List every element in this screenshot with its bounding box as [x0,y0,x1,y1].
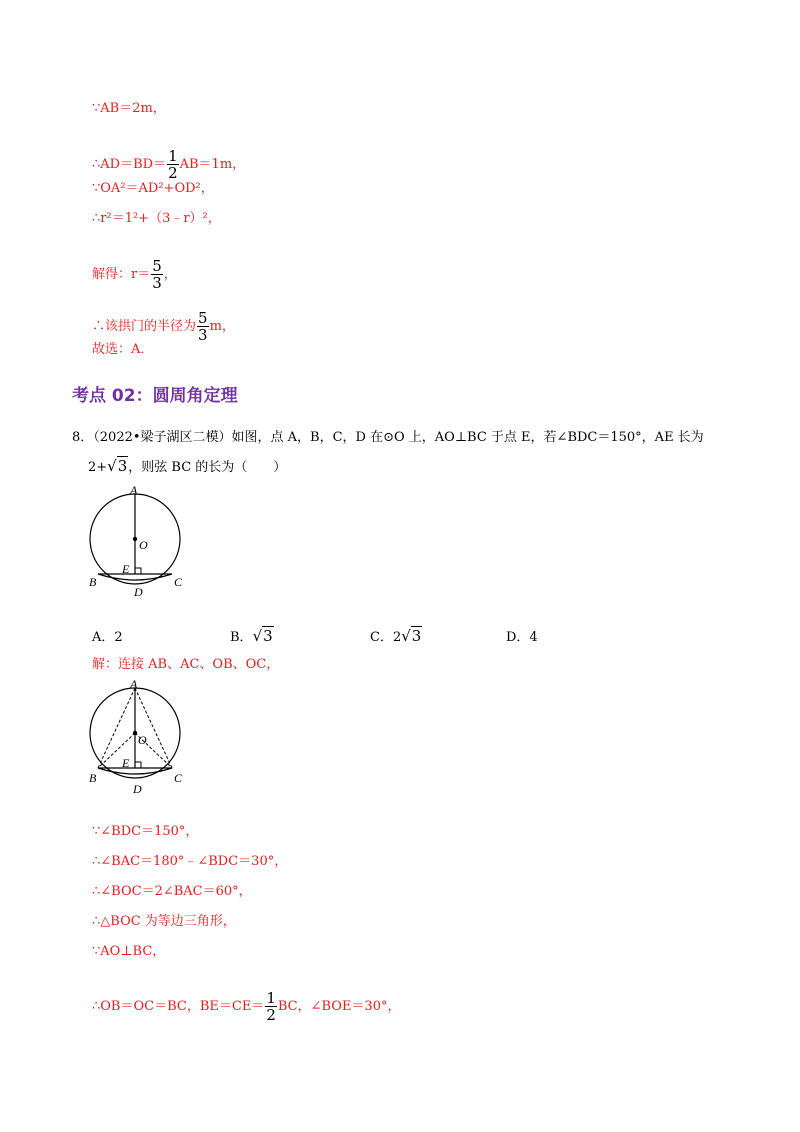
right-angle-mark [135,568,141,574]
fraction-numerator: 1 [266,989,276,1007]
label-d: D [133,782,142,796]
fraction-denominator: 2 [168,164,178,182]
fraction-denominator: 2 [266,1006,276,1024]
label-c: C [174,575,183,589]
fraction-numerator: 1 [168,147,178,165]
option-a: A．2 [92,630,123,645]
circle-figure-solution [86,676,196,798]
label-d: D [134,585,143,599]
label-e: E [122,756,130,770]
solution-line-5 [92,258,177,291]
label-e: E [122,562,130,576]
center-point [133,731,137,735]
label-a: A [130,677,138,691]
solution-text: ， [163,267,177,282]
question-line-2 [88,456,286,475]
label-c: C [174,771,183,785]
center-point [133,537,137,541]
fraction-denominator: 3 [198,326,208,344]
solution-text: m， [209,319,235,334]
solution-text: ∴该拱门的半径为 [92,319,197,334]
question-text: ，则弦 BC 的长为（ ） [128,460,287,475]
solution-text: AB＝1m， [179,157,246,172]
label-b: B [89,575,97,589]
solution-line-3: ∵OA²＝AD²+OD²， [92,181,214,196]
sqrt: √3 [252,627,273,645]
fraction [265,990,277,1023]
label-o: O [139,538,148,552]
sqrt-radicand: 3 [411,627,422,645]
fraction-numerator: 5 [198,309,208,327]
option-label: B． [230,630,253,645]
solution-step-2: ∴∠BAC＝180°﹣∠BDC＝30°， [92,854,288,869]
option-b [230,626,274,645]
solution-text: BC，∠BOE＝30°， [277,999,401,1014]
question-text: 2+ [88,460,108,475]
option-c [370,626,422,645]
solution-line-4: ∴r²＝1²+（3﹣r）²， [92,211,221,226]
solution-line-7: 故选：A． [92,342,154,357]
label-a: A [130,483,138,497]
fraction-numerator: 5 [152,257,162,275]
solution-text: ∴AD＝BD＝ [92,157,167,172]
solution-intro: 解：连接 AB、AC、OB、OC， [92,657,280,672]
solution-text: 解得：r＝ [92,267,151,282]
solution-text: ∴OB＝OC＝BC，BE＝CE＝ [92,999,265,1014]
solution-step-4: ∴△BOC 为等边三角形， [92,914,236,929]
sqrt: √3 [401,627,422,645]
solution-step-6 [92,990,400,1023]
solution-step-5: ∵AO⊥BC， [92,944,166,959]
solution-step-3: ∴∠BOC＝2∠BAC＝60°， [92,884,252,899]
segment-ob [98,733,135,768]
question-line-1: 8．（2022•梁子湖区二模）如图，点 A，B，C，D 在⊙O 上，AO⊥BC 于点 E，若∠BDC＝150°，AE 长为 [72,430,704,445]
label-b: B [89,771,97,785]
option-d: D．4 [506,630,538,645]
fraction [151,258,163,291]
section-heading: 考点 02：圆周角定理 [72,386,238,406]
sqrt-radicand: 3 [117,457,128,475]
solution-step-1: ∵∠BDC＝150°， [92,824,199,839]
arc-bdc [98,574,172,580]
fraction [167,148,179,181]
arc-bdc [98,768,172,774]
right-angle-mark [135,762,141,768]
label-o: O [138,733,147,747]
sqrt-radicand: 3 [263,627,273,645]
solution-line-2 [92,148,245,181]
sqrt: √3 [107,457,128,475]
fraction-denominator: 3 [152,274,162,292]
circle-figure [86,482,196,602]
fraction [197,310,209,343]
option-label: C．2 [370,630,402,645]
solution-line-6 [92,310,235,343]
solution-line-1: ∵AB＝2m， [92,101,166,116]
